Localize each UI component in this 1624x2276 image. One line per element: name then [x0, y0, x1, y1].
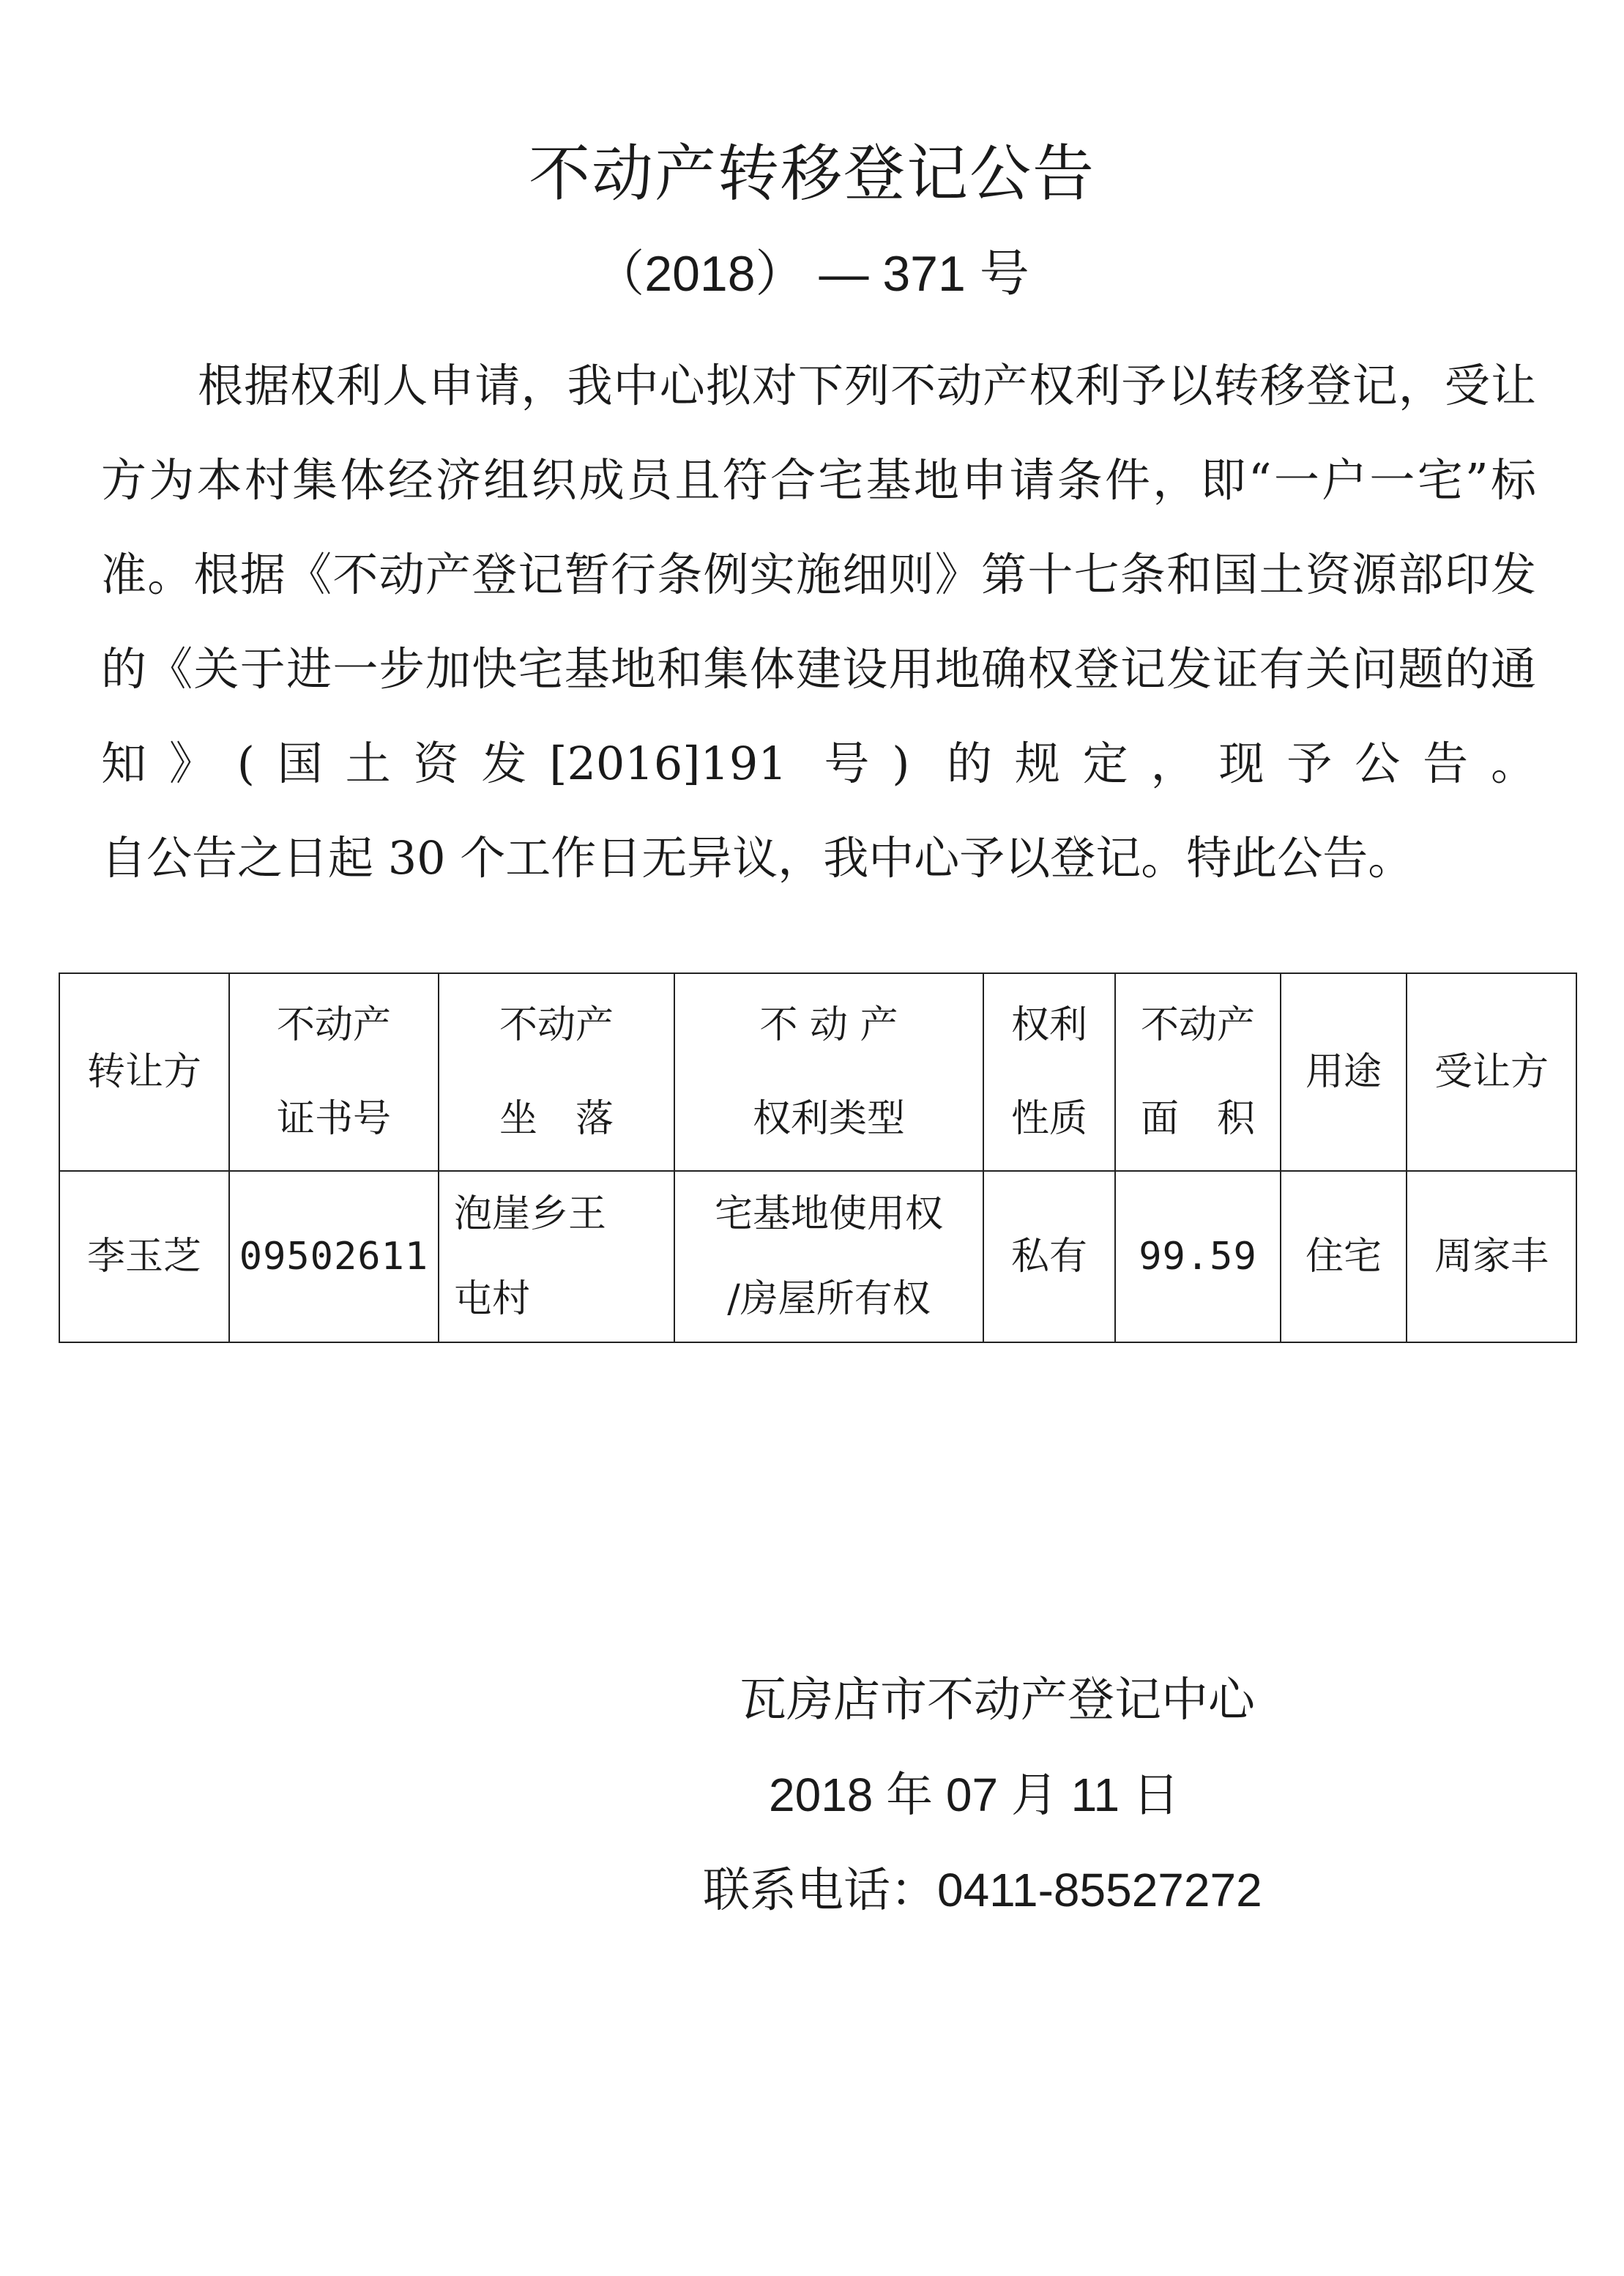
cell-usage: 住宅 [1281, 1171, 1407, 1342]
cell-transferor: 李玉芝 [59, 1171, 229, 1342]
body-paragraph-2: 自公告之日起 30 个工作日无异议，我中心予以登记。特此公告。 [101, 831, 1414, 885]
header-certificate-no: 不动产 证书号 [229, 973, 439, 1171]
header-transferee: 受让方 [1407, 973, 1576, 1171]
table-row [59, 1171, 1576, 1342]
header-right-nature: 权利 性质 [983, 973, 1115, 1171]
header-area: 不动产 面 积 [1115, 973, 1281, 1171]
cell-transferee: 周家丰 [1407, 1171, 1576, 1342]
table-header-row [59, 973, 1576, 1171]
header-location: 不动产 坐 落 [439, 973, 674, 1171]
notice-title: 不动产转移登记公告 [528, 138, 1095, 209]
notice-body [101, 338, 1536, 905]
header-usage: 用途 [1281, 973, 1407, 1171]
issuing-organization: 瓦房店市不动产登记中心 [740, 1673, 1255, 1728]
cell-right-nature: 私有 [983, 1171, 1115, 1342]
cell-location: 泡崖乡王 屯村 [439, 1171, 674, 1342]
registration-table [59, 972, 1577, 1343]
notice-number: （2018） — 371 号 [595, 246, 1029, 302]
body-paragraph-1: 根据权利人申请，我中心拟对下列不动产权利予以转移登记，受让方为本村集体经济组织成员且符合宅基地申请条件，即“一户一宅”标准。根据《不动产登记暂行条例实施细则》第十七条和国土资源部印发的《关于进一步加快宅基地和集体建设用地确权登记发证有关问题的通知》(国土资发[2016]191 号) 的规定，现予公告。 [101, 359, 1536, 790]
cell-right-type: 宅基地使用权 /房屋所有权 [674, 1171, 983, 1342]
contact-phone: 联系电话：0411-85527272 [703, 1864, 1262, 1916]
cell-certificate-no: 09502611 [229, 1171, 439, 1342]
header-transferor: 转让方 [59, 973, 229, 1171]
header-right-type: 不 动 产 权利类型 [674, 973, 983, 1171]
cell-area: 99.59 [1115, 1171, 1281, 1342]
issue-date: 2018 年 07 月 11 日 [769, 1769, 1180, 1821]
